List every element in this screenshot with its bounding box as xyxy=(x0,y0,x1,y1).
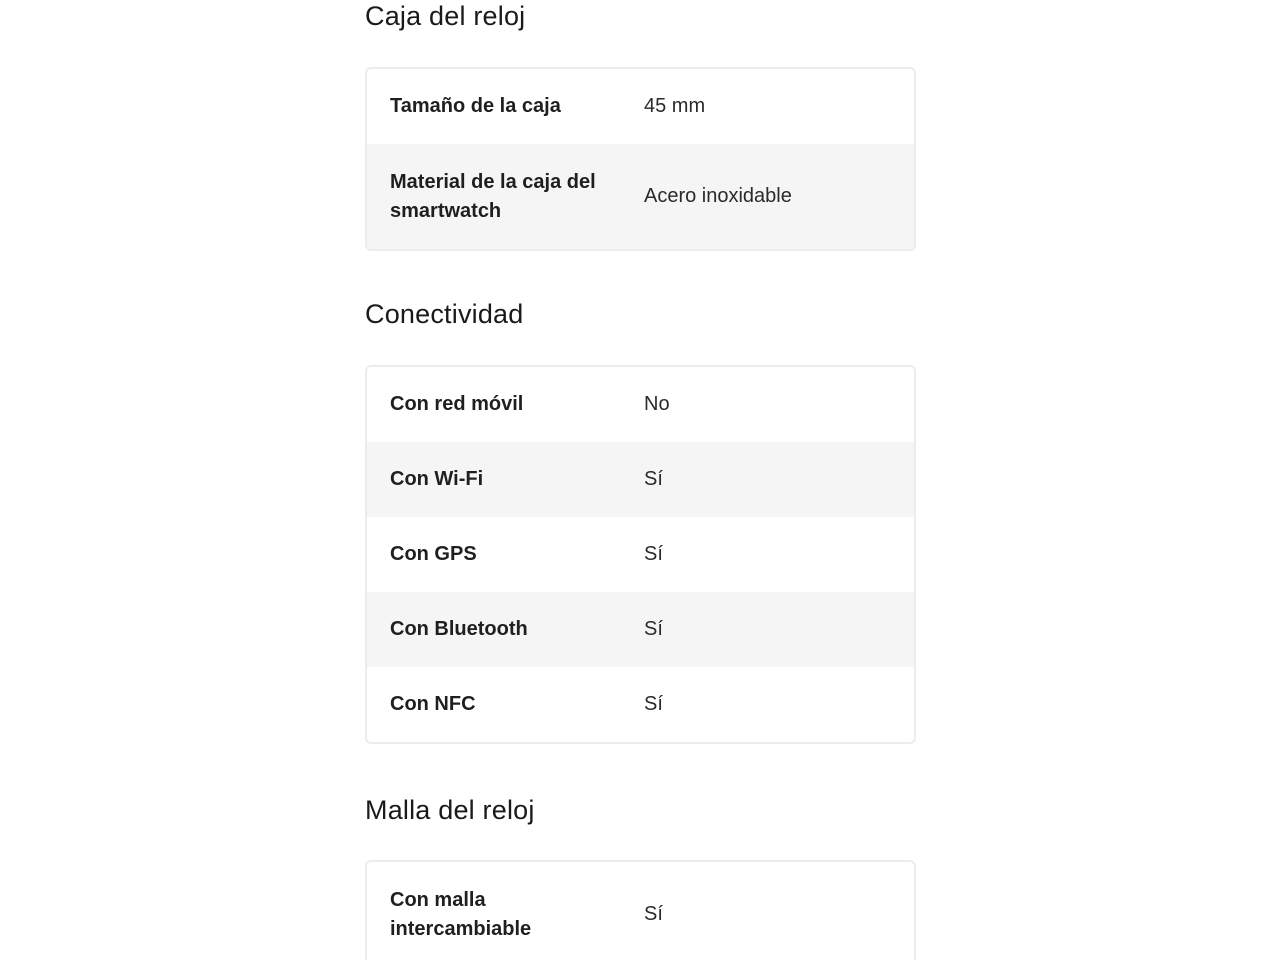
section-title-malla: Malla del reloj xyxy=(365,795,535,825)
spec-row xyxy=(367,442,914,517)
spec-table-malla xyxy=(365,860,916,960)
spec-table-caja xyxy=(365,67,916,251)
spec-label: Con Wi-Fi xyxy=(390,468,484,490)
spec-label: Con red móvil xyxy=(390,393,524,415)
spec-label: Con malla intercambiable xyxy=(390,888,532,940)
spec-row xyxy=(367,144,914,249)
spec-row xyxy=(367,667,914,742)
spec-row xyxy=(367,592,914,667)
spec-value: Sí xyxy=(644,543,663,565)
spec-label: Material de la caja del smartwatch xyxy=(390,170,596,222)
spec-row xyxy=(367,367,914,442)
section-title-caja: Caja del reloj xyxy=(365,1,526,31)
spec-value: 45 mm xyxy=(644,95,706,117)
spec-label: Con NFC xyxy=(390,693,476,715)
spec-value: Sí xyxy=(644,693,663,715)
spec-row xyxy=(367,862,914,960)
spec-row xyxy=(367,69,914,144)
spec-label: Tamaño de la caja xyxy=(390,95,561,117)
spec-table-conectividad xyxy=(365,365,916,744)
spec-value: No xyxy=(644,393,670,415)
spec-value: Sí xyxy=(644,903,663,925)
section-title-conectividad: Conectividad xyxy=(365,299,524,329)
spec-value: Sí xyxy=(644,468,663,490)
spec-label: Con GPS xyxy=(390,543,477,565)
spec-label: Con Bluetooth xyxy=(390,618,528,640)
spec-value: Sí xyxy=(644,618,663,640)
spec-value: Acero inoxidable xyxy=(644,185,792,207)
spec-row xyxy=(367,517,914,592)
